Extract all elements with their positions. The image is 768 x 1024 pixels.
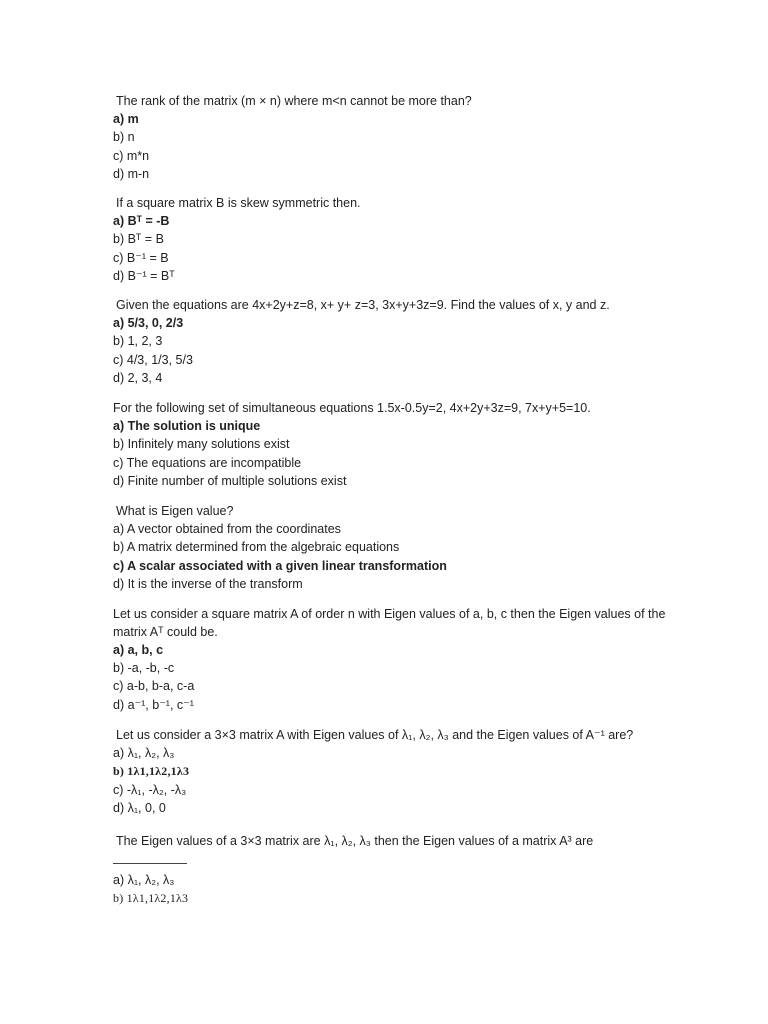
option-a: a) A vector obtained from the coordinates (113, 522, 341, 537)
option-d: d) m-n (113, 166, 150, 181)
question-block-3 (113, 296, 673, 387)
question-block-8 (113, 832, 673, 908)
option-b: b) 1, 2, 3 (113, 334, 163, 349)
option-a-correct: a) Bᵀ = -B (113, 214, 170, 229)
option-c: c) -λ₁, -λ₂, -λ₃ (113, 782, 187, 797)
option-b: b) Infinitely many solutions exist (113, 437, 290, 452)
question-text: For the following set of simultaneous equations 1.5x-0.5y=2, 4x+2y+3z=9, 7x+y+5=10. (113, 401, 591, 415)
option-b-correct: b) 1λ1,1λ2,1λ3 (113, 764, 190, 779)
question-text: Given the equations are 4x+2y+z=8, x+ y+ z=3, 3x+y+3z=9. Find the values of x, y and z. (116, 298, 610, 312)
option-b: b) -a, -b, -c (113, 661, 175, 676)
question-block-6 (113, 605, 678, 714)
option-a-correct: a) a, b, c (113, 643, 164, 657)
option-b: b) Bᵀ = B (113, 232, 164, 247)
question-block-7 (113, 726, 673, 817)
option-d: d) Finite number of multiple solutions exist (113, 473, 347, 488)
option-c-correct: c) A scalar associated with a given linear transformation (113, 558, 447, 573)
option-c: c) B⁻¹ = B (113, 250, 169, 265)
question-text: Let us consider a square matrix A of order n with Eigen values of a, b, c then the Eigen values of the matrix Aᵀ could be. (113, 607, 666, 639)
question-text: If a square matrix B is skew symmetric then. (116, 196, 361, 210)
option-c: c) The equations are incompatible (113, 455, 302, 470)
option-a-correct: a) m (113, 112, 139, 127)
option-b: b) 1λ1,1λ2,1λ3 (113, 891, 189, 906)
question-block-4 (113, 399, 673, 490)
option-d: d) 2, 3, 4 (113, 370, 163, 385)
question-block-1 (113, 92, 673, 183)
question-text: The rank of the matrix (m × n) where m<n cannot be more than? (116, 94, 472, 108)
question-text: What is Eigen value? (116, 504, 234, 518)
option-c: c) 4/3, 1/3, 5/3 (113, 352, 193, 367)
option-d: d) It is the inverse of the transform (113, 576, 303, 591)
question-text: Let us consider a 3×3 matrix A with Eigen values of λ₁, λ₂, λ₃ and the Eigen values of A⁻¹ are? (116, 728, 634, 742)
option-b: b) A matrix determined from the algebraic equations (113, 540, 400, 555)
option-c: c) m*n (113, 148, 150, 163)
option-d: d) λ₁, 0, 0 (113, 800, 166, 815)
answer-blank-line (113, 863, 187, 864)
question-block-2 (113, 194, 673, 285)
option-a-correct: a) The solution is unique (113, 419, 261, 434)
option-d: d) a⁻¹, b⁻¹, c⁻¹ (113, 697, 194, 712)
option-a: a) λ₁, λ₂, λ₃ (113, 873, 175, 888)
question-text: The Eigen values of a 3×3 matrix are λ₁, λ₂, λ₃ then the Eigen values of a matrix A³ are (116, 834, 594, 848)
option-c: c) a-b, b-a, c-a (113, 679, 195, 694)
option-b: b) n (113, 130, 135, 145)
option-a: a) λ₁, λ₂, λ₃ (113, 746, 175, 761)
question-block-5 (113, 502, 673, 593)
option-a-correct: a) 5/3, 0, 2/3 (113, 316, 184, 331)
option-d: d) B⁻¹ = Bᵀ (113, 268, 175, 283)
